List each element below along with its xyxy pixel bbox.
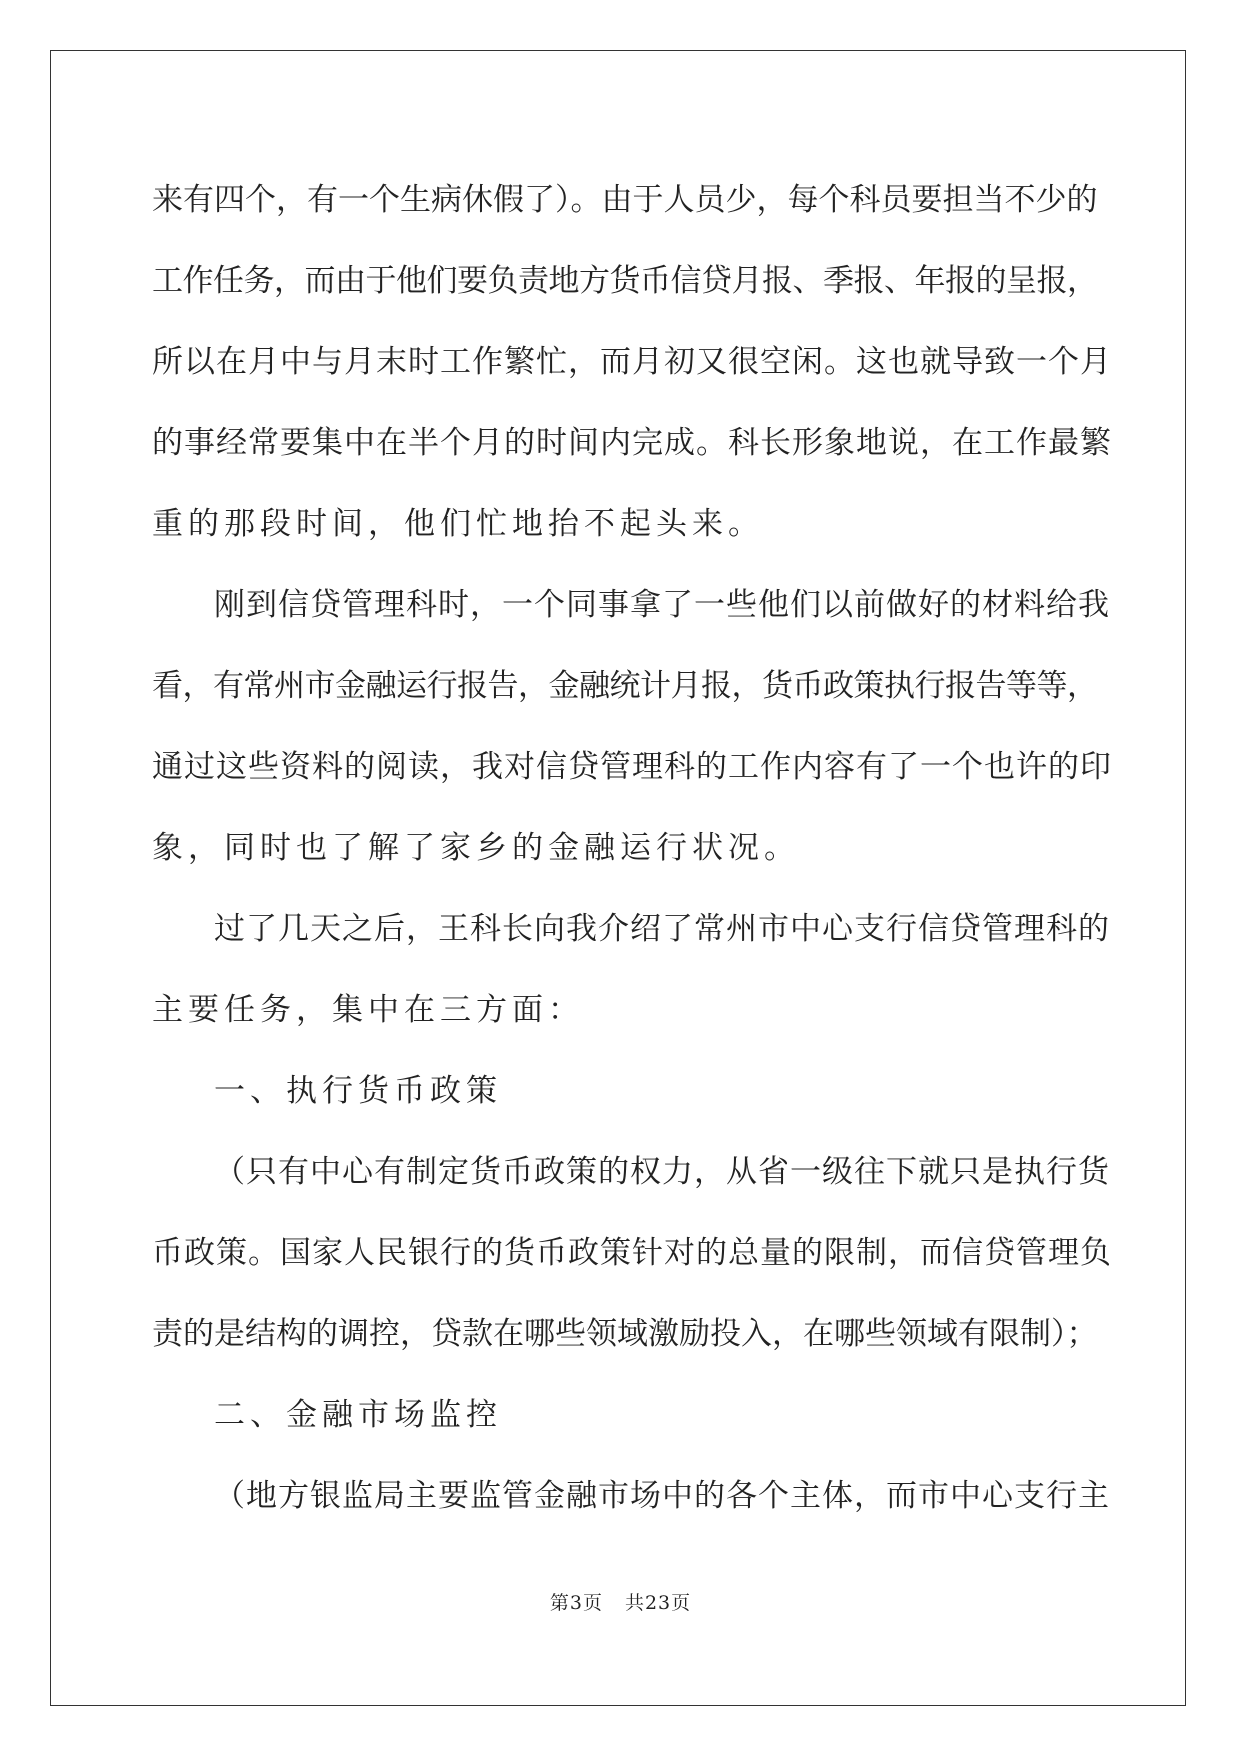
text-line: 来有四个，有一个生病休假了）。由于人员少，每个科员要担当不少的: [152, 182, 1098, 218]
text-line: 币政策。国家人民银行的货币政策针对的总量的限制，而信贷管理负: [152, 1235, 1112, 1271]
page-footer: [0, 1588, 1241, 1615]
text-line: 刚到信贷管理科时，一个同事拿了一些他们以前做好的材料给我: [214, 587, 1110, 623]
text-line: （地方银监局主要监管金融市场中的各个主体，而市中心支行主: [214, 1478, 1110, 1514]
text-line: 责的是结构的调控，贷款在哪些领域激励投入，在哪些领域有限制）；: [152, 1316, 1098, 1352]
text-line: 看，有常州市金融运行报告，金融统计月报，货币政策执行报告等等，: [152, 668, 1098, 704]
text-line: 过了几天之后，王科长向我介绍了常州市中心支行信贷管理科的: [214, 911, 1110, 947]
text-line: 的事经常要集中在半个月的时间内完成。科长形象地说，在工作最繁: [152, 425, 1112, 461]
section-heading: 二、金融市场监控: [214, 1397, 502, 1433]
text-line: 重的那段时间，他们忙地抬不起头来。: [152, 506, 764, 542]
page-total: 共23页: [624, 1592, 692, 1614]
document-text: [152, 160, 1112, 1537]
text-line: 工作任务，而由于他们要负责地方货币信贷月报、季报、年报的呈报，: [152, 263, 1098, 299]
section-heading: 一、执行货币政策: [214, 1073, 502, 1109]
text-line: 通过这些资料的阅读，我对信贷管理科的工作内容有了一个也许的印: [152, 749, 1112, 785]
page-number: 第3页: [549, 1592, 603, 1614]
text-line: 象，同时也了解了家乡的金融运行状况。: [152, 830, 800, 866]
document-body: [152, 160, 1112, 1537]
text-line: （只有中心有制定货币政策的权力，从省一级往下就只是执行货: [214, 1154, 1110, 1190]
text-line: 主要任务，集中在三方面：: [152, 992, 584, 1028]
text-line: 所以在月中与月末时工作繁忙，而月初又很空闲。这也就导致一个月: [152, 344, 1112, 380]
